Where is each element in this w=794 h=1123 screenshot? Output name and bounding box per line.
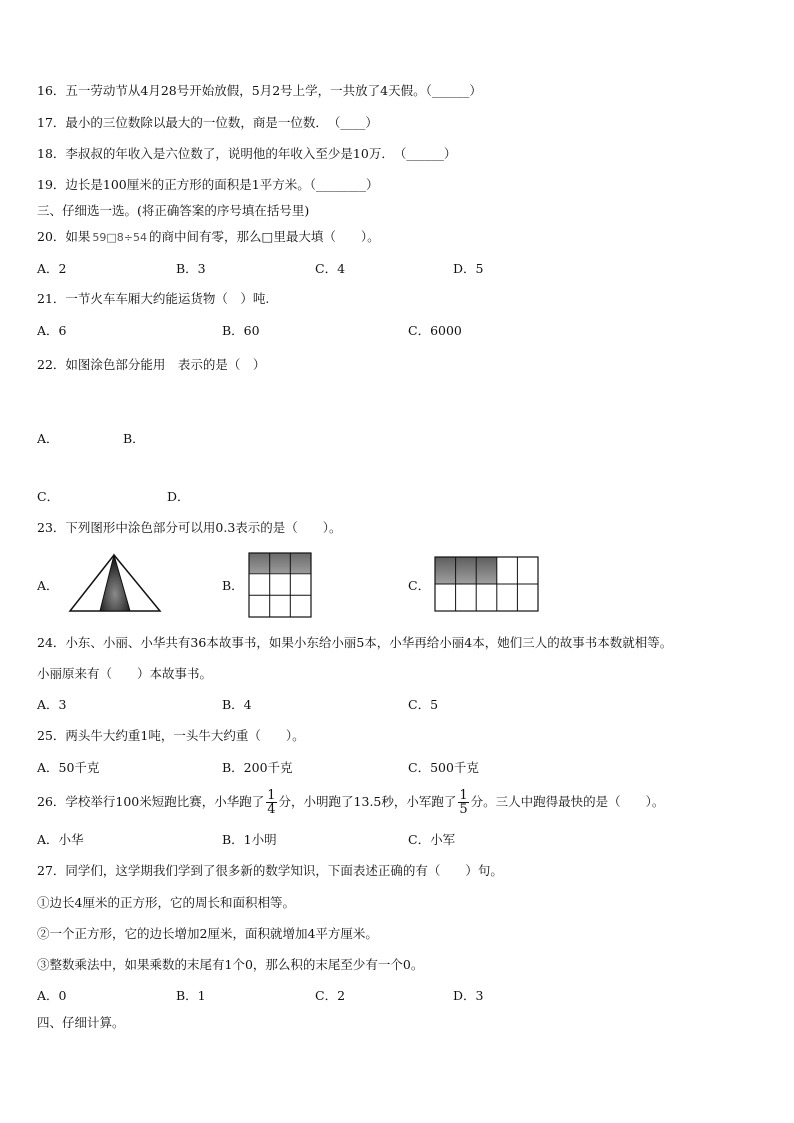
q21-number: 21．: [37, 291, 66, 306]
q20-option-b[interactable]: B．3: [176, 261, 206, 276]
q26-text-b: 分，小明跑了13.5秒，小军跑了: [278, 794, 457, 809]
q19-text: 边长是100厘米的正方形的面积是1平方米。（________）: [65, 177, 379, 192]
q27-text: 同学们，这学期我们学到了很多新的数学知识，下面表述正确的有（ ）句。: [65, 863, 503, 878]
section-3-heading: 三、仔细选一选。(将正确答案的序号填在括号里): [37, 203, 310, 218]
q27-option-b[interactable]: B．1: [176, 988, 206, 1003]
q23: [37, 520, 342, 536]
q20-text-a: 如果: [65, 229, 91, 244]
q26-option-b[interactable]: B．1小明: [222, 832, 277, 847]
q26-option-c[interactable]: C．小军: [408, 832, 456, 847]
q24-text-line-2: 小丽原来有（ ）本故事书。: [37, 666, 213, 681]
q25-option-a[interactable]: A．50千克: [37, 760, 100, 775]
q20-number: 20．: [37, 229, 66, 244]
q17-number: 17．: [37, 115, 66, 130]
q16: [37, 83, 482, 99]
q17: [37, 115, 378, 131]
q23-text: 下列图形中涂色部分可以用0.3表示的是（ ）。: [65, 520, 342, 535]
q26-fraction-1: [266, 789, 276, 816]
section-4-heading: 四、仔细计算。: [37, 1015, 125, 1030]
q26-fraction-2-denominator: 5: [459, 802, 468, 817]
q26-fraction-1-denominator: 4: [267, 802, 276, 817]
q24-number: 24．: [37, 635, 66, 650]
q23-number: 23．: [37, 520, 66, 535]
q27: [37, 863, 503, 879]
q23-option-b[interactable]: B．: [222, 578, 244, 593]
q26-fraction-2: [458, 789, 468, 816]
q18-number: 18．: [37, 146, 66, 161]
q23-grid-2x5-figure: [434, 556, 540, 612]
q21-option-b[interactable]: B．60: [222, 323, 260, 338]
q27-statement-3: ③整数乘法中，如果乘数的末尾有1个0，那么积的末尾至少有一个0。: [37, 957, 424, 972]
q25-text: 两头牛大约重1吨，一头牛大约重（ ）。: [65, 728, 305, 743]
q26-fraction-1-numerator: 1: [267, 788, 276, 803]
q23-triangle-figure: [68, 553, 164, 613]
q22-option-a[interactable]: A．: [37, 431, 59, 446]
q27-option-c[interactable]: C．2: [315, 988, 346, 1003]
q26-fraction-2-numerator: 1: [459, 788, 468, 803]
q20-text-b: 的商中间有零，那么□里最大填（ ）。: [149, 229, 380, 244]
q22: [37, 357, 265, 373]
q18: [37, 146, 456, 162]
q21-option-c[interactable]: C．6000: [408, 323, 462, 338]
q23-grid-shaded-row: [249, 553, 311, 573]
q26-number: 26．: [37, 794, 66, 809]
q26-option-a[interactable]: A．小华: [37, 832, 84, 847]
q24-option-a[interactable]: A．3: [37, 697, 67, 712]
q27-statement-1: ①边长4厘米的正方形，它的周长和面积相等。: [37, 895, 295, 910]
q21: [37, 291, 269, 307]
q27-statement-2: ②一个正方形，它的边长增加2厘米，面积就增加4平方厘米。: [37, 926, 378, 941]
q20-option-d[interactable]: D．5: [453, 261, 484, 276]
q25-number: 25．: [37, 728, 66, 743]
q25-option-c[interactable]: C．500千克: [408, 760, 479, 775]
q27-option-d[interactable]: D．3: [453, 988, 484, 1003]
q22-option-d[interactable]: D．: [167, 489, 190, 504]
q20-option-a[interactable]: A．2: [37, 261, 67, 276]
q23-grid-3x3-figure: [248, 552, 312, 618]
q24: [37, 635, 672, 651]
q23-option-c[interactable]: C．: [408, 578, 431, 593]
q20: [37, 229, 380, 246]
q19-number: 19．: [37, 177, 66, 192]
q20-option-c[interactable]: C．4: [315, 261, 346, 276]
q16-text: 五一劳动节从4月28号开始放假，5月2号上学，一共放了4天假。（______）: [65, 83, 482, 98]
q22-number: 22．: [37, 357, 66, 372]
q20-expression: 59□8÷54: [92, 231, 148, 244]
q23-grid-shaded-cells: [435, 557, 497, 584]
q25-option-b[interactable]: B．200千克: [222, 760, 293, 775]
q16-number: 16．: [37, 83, 66, 98]
q21-text: 一节火车车厢大约能运货物（ ）吨.: [65, 291, 270, 306]
q25: [37, 728, 305, 744]
q24-text: 小东、小丽、小华共有36本故事书，如果小东给小丽5本，小华再给小丽4本，她们三人的故事书本数就相等。: [65, 635, 673, 650]
q27-number: 27．: [37, 863, 66, 878]
q22-option-b[interactable]: B．: [123, 431, 145, 446]
q26: [37, 785, 664, 819]
q24-option-c[interactable]: C．5: [408, 697, 439, 712]
q23-option-a[interactable]: A．: [37, 578, 59, 593]
q27-option-a[interactable]: A．0: [37, 988, 67, 1003]
q26-text-a: 学校举行100米短跑比赛，小华跑了: [65, 794, 265, 809]
q17-text: 最小的三位数除以最大的一位数，商是一位数． （____）: [65, 115, 378, 130]
q26-text-c: 分。三人中跑得最快的是（ ）。: [470, 794, 665, 809]
q21-option-a[interactable]: A．6: [37, 323, 67, 338]
q19: [37, 177, 378, 193]
q22-option-c[interactable]: C．: [37, 489, 60, 504]
q22-text: 如图涂色部分能用 表示的是（ ）: [65, 357, 266, 372]
q18-text: 李叔叔的年收入是六位数了，说明他的年收入至少是10万． （______）: [65, 146, 457, 161]
q24-option-b[interactable]: B．4: [222, 697, 252, 712]
